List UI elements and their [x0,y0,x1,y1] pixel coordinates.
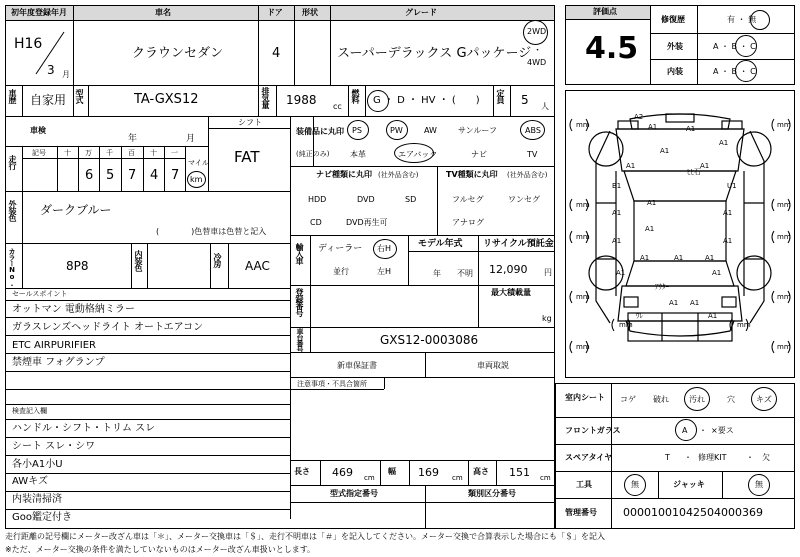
equip-sunroof: サンルーフ [458,126,497,135]
spare-opt-3: ・ [746,453,754,462]
inspector-label: 検査記入欄 [12,407,47,415]
repair-none-circle [750,10,770,30]
equip-navi: ナビ [471,150,487,159]
import-right-h: 右H [377,244,392,253]
diag-mm-2: mm [576,201,590,209]
exterior-label: 外装 [667,42,683,51]
use-value: 自家用 [30,93,67,107]
fuel-label: 燃料 [351,89,360,103]
mgmt-value: 00001001042504000369 [623,506,763,519]
inspector-line-5: Goo鑑定付き [12,512,72,523]
diag-label-24: A1 [669,299,679,307]
inspector-line-0: ハンドル・シフト・トリム スレ [12,423,156,434]
digit-header-0: 記号 [32,149,46,157]
height-unit: cm [540,474,551,482]
tv-oneseg: ワンセグ [508,195,540,204]
mileage-label: 走行 [8,155,17,169]
grade-value: スーパーデラックス Gパッケージ [337,46,532,61]
diag-label-10: A1 [647,199,657,207]
ac-value: AAC [245,259,270,273]
repair-label: 修復歴 [661,15,685,24]
diag-label-19: A1 [616,269,626,277]
diag-label-3: A1 [719,139,729,147]
car-name-value: クラウンセダン [132,46,224,61]
chassis-label: 車台番号 [296,328,304,352]
diag-mm-11: mm [777,343,791,351]
shift-label: シフト [238,118,262,127]
diag-label-4: B1 [612,182,622,190]
inspector-line-3: AWキズ [12,476,48,487]
length-value: 469 [332,466,353,479]
digit-header-5: 十 [150,149,157,157]
color-no-value: 8P8 [66,259,89,273]
notes-label: 注意事項・不具合箇所 [297,380,367,388]
equipment-label: 装備品に丸印 [296,127,344,136]
tv-label: TV種類に丸印 [446,170,498,179]
digit-header-2: 万 [85,149,92,157]
digit-header-3: 千 [106,149,113,157]
room-opt-2: 汚れ [689,395,705,404]
mgmt-label: 管理番号 [565,508,597,517]
inspector-line-4: 内装清掃済 [12,494,62,505]
inspector-line-1: シート スレ・シワ [12,441,96,452]
diag-mm-4: mm [576,233,590,241]
reg-year-label: 初年度登録年月 [11,8,67,17]
diag-mm-9: mm [737,321,751,329]
era-value: H16 [14,36,43,52]
diag-mm-3: mm [777,201,791,209]
length-unit: cm [364,474,375,482]
room-opt-0: コゲ [620,395,636,404]
mileage-digit-2: 7 [128,168,137,183]
height-label: 高さ [473,467,489,476]
diag-mm-10: mm [576,343,590,351]
inspection-year: 年 [128,134,138,144]
jack-value: 無 [755,480,763,489]
km-label: km [190,175,203,184]
nav-dvd: DVD [357,195,375,204]
drive-2wd: 2WD [527,27,547,36]
displacement-unit: cc [333,102,342,111]
diag-label-0: A2 [634,113,644,121]
month-unit: 月 [62,70,70,79]
diag-label-11: A1 [723,209,733,217]
room-opt-3: 穴 [727,395,735,404]
nav-note: (社外品含む) [378,171,419,179]
fuel-options: G ・ D ・ HV ・ ( ) [373,95,480,106]
room-label: 室内シート [565,393,605,402]
spare-label: スペアタイヤ [565,453,613,462]
displacement-value: 1988 [286,93,317,107]
diag-label-15: A1 [640,254,650,262]
max-load-label: 最大積載量 [491,288,531,297]
jack-label: ジャッキ [673,480,705,489]
windshield-opt-0: A [682,426,688,435]
exterior-b-circle [735,35,757,57]
diag-label-5: A1 [626,162,636,170]
interior-grades: A ・ B ・ C [713,67,756,76]
inspection-label: 車検 [30,126,46,135]
height-value: 151 [509,466,530,479]
equip-tv: TV [527,150,538,159]
diag-label-13: A1 [645,225,655,233]
equip-ps: PS [352,126,362,135]
mileage-digit-3: 4 [150,168,159,183]
tools-value: 無 [631,480,639,489]
diag-label-17: A1 [705,254,715,262]
equip-airbag: エアバック [398,150,438,159]
equip-abs: ABS [525,126,541,135]
type-number-label: 型式指定番号 [330,489,378,498]
score-label: 評価点 [593,7,617,16]
ac-label: 冷房 [213,253,222,267]
width-value: 169 [418,466,439,479]
capacity-value: 5 [521,93,529,107]
windshield-label: フロントガラス [565,426,621,435]
diag-mm-6: mm [576,293,590,301]
equip-leather: 本革 [350,150,366,159]
equip-pw: PW [390,126,403,135]
recycle-yen: 円 [544,268,552,277]
score-value: 4.5 [585,31,639,66]
car-name-label: 車名 [155,8,171,17]
recycle-value: 12,090 [489,263,528,276]
capacity-label: 定員 [496,89,505,103]
drive-4wd: 4WD [527,58,547,67]
sales-line-2: ETC AIRPURIFIER [12,340,96,351]
diag-mm-8: mm [619,321,633,329]
diag-mm-7: mm [777,293,791,301]
length-label: 長さ [294,467,310,476]
displacement-label: 排気量 [261,87,270,108]
spare-opt-1: ・ [684,453,692,462]
tv-fullseg: フルセグ [452,195,484,204]
model-value: TA-GXS12 [134,92,199,107]
sales-line-1: ガラスレンズヘッドライト オートエアコン [12,322,204,333]
sales-line-0: オットマン 電動格納ミラー [12,304,135,315]
mile-label: マイル [188,159,209,167]
model-label: 型式 [75,89,84,103]
diag-label-8: U1 [727,182,737,190]
exterior-grades: A ・ B ・ C [713,42,756,51]
warranty-label: 新車保証書 [337,361,377,370]
shape-label: 形状 [302,8,318,17]
sales-line-3: 禁煙車 フォグランプ [12,357,105,368]
interior-label: 内装 [667,67,683,76]
nav-dvd-play: DVD再生可 [346,218,388,227]
diag-label-16: A1 [674,254,684,262]
nav-sd: SD [405,195,417,204]
room-opt-1: 破れ [653,395,669,404]
color-value: ダークブルー [40,203,112,217]
diag-label-7: A1 [700,162,710,170]
interior-color-label: 内装色 [134,250,143,271]
color-no-label: カラーNo. [8,248,16,287]
spare-opt-2: 修理KIT [698,453,727,462]
recycle-label: リサイクル預託金 [483,239,554,249]
import-left-h: 左H [377,267,392,276]
model-year-unknown: 不明 [457,269,473,278]
sales-points-label: セールスポイント [12,290,68,298]
manual-label: 車両取説 [477,361,509,370]
max-load-kg: kg [542,314,552,323]
shift-value: FAT [234,148,260,166]
width-label: 幅 [388,467,396,476]
inspection-month: 月 [186,134,196,144]
diag-label-6: A1 [660,147,670,155]
model-year-unit: 年 [433,269,441,278]
equip-aw: AW [424,126,437,135]
digit-header-6: 一 [171,149,178,157]
footer-line-1: 走行距離の記号欄にメーター改ざん車は「＊」、メーター交換車は「＄」、走行不明車は「＃」を記入してください。メーター交換で合算表示した場合にも「＄」を記入 [5,532,605,541]
equipment-sublabel: (純正のみ) [296,150,330,158]
interior-b-circle [735,60,757,82]
color-note: ( )色替車は色替と記入 [156,227,267,236]
tv-note: (社外品含む) [507,171,548,179]
class-number-label: 類別区分番号 [468,489,516,498]
diag-label-12: A1 [612,237,622,245]
diag-label-20: ｱｳﾀｰ [655,283,669,291]
windshield-opt-2: ×要ス [711,426,734,435]
car-diagram [566,91,794,377]
diag-label-22: ﾜﾚ [636,312,643,320]
room-opt-4: キズ [756,395,772,404]
diag-label-18: ﾋﾋ石 [687,168,701,176]
nav-label: ナビ種類に丸印 [316,170,372,179]
spare-opt-4: 欠 [762,453,770,462]
diag-mm-5: mm [777,233,791,241]
nav-hdd: HDD [308,195,327,204]
import-parallel: 並行 [333,267,349,276]
drive-dot: ・ [533,46,543,56]
tools-label: 工具 [576,480,592,489]
diag-label-2: A1 [686,125,696,133]
doors-value: 4 [272,46,281,61]
windshield-opt-1: ・ [699,426,707,435]
month-value: 3 [47,63,55,77]
import-dealer: ディーラー [318,244,363,254]
capacity-unit: 人 [541,102,549,111]
diag-mm-0: mm [576,121,590,129]
diag-label-21: A1 [712,269,722,277]
diag-label-23: A1 [708,312,718,320]
mileage-digit-0: 6 [85,168,94,183]
tv-analog: アナログ [452,218,484,227]
diag-mm-1: mm [777,121,791,129]
mileage-digit-4: 7 [171,168,180,183]
diag-label-9: A1 [612,209,622,217]
model-year-label: モデル年式 [418,239,463,249]
chassis-value: GXS12-0003086 [380,333,479,347]
diag-label-1: A1 [648,123,658,131]
use-label: 車歴 [8,89,17,103]
diag-label-14: A1 [723,237,733,245]
mileage-digit-1: 5 [106,168,115,183]
reg-number-label: 登録番号 [295,288,304,316]
color-label: 外装色 [8,200,17,221]
repair-value: 有 ・ 無 [727,15,757,24]
digit-header-4: 百 [128,149,135,157]
diag-label-25: A1 [690,299,700,307]
spare-opt-0: T [665,453,670,462]
digit-header-1: 十 [64,149,71,157]
inspector-line-2: 各小A1小U [12,459,63,470]
door-label: ドア [267,8,283,17]
footer-line-2: ※ただ、メーター交換の条件を満たしていないものはメーター改ざん車扱いとします。 [5,545,316,554]
grade-label: グレード [405,8,437,17]
nav-cd: CD [310,218,322,227]
width-unit: cm [452,474,463,482]
import-label: 輸入車 [295,243,304,264]
